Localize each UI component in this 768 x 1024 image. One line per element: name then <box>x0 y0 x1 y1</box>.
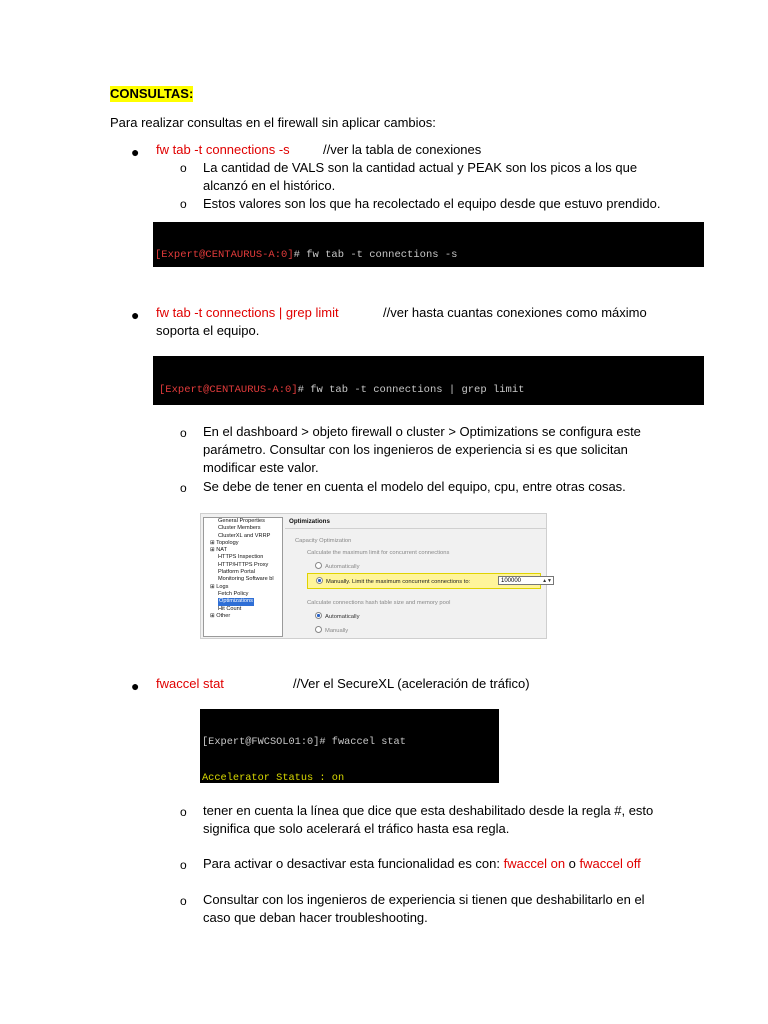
divider <box>285 528 546 529</box>
radio-selected-icon[interactable] <box>315 612 322 619</box>
tree-item-label: HTTPS Inspection <box>218 554 264 561</box>
tree-item-label: Topology <box>216 539 239 546</box>
radio-selected-icon[interactable] <box>316 577 323 584</box>
radio-icon[interactable] <box>315 562 322 569</box>
item2-comment: //ver hasta cuantas conexiones como máximo <box>383 305 647 320</box>
calc2-label: Calculate connections hash table size and memory pool <box>307 600 451 606</box>
tree-item[interactable] <box>204 576 282 583</box>
tree-item-label: Hit Count <box>218 605 242 612</box>
tree-item-label: Other <box>216 612 231 619</box>
section-label: Capacity Optimization <box>295 538 352 544</box>
circle-bullet-icon: o <box>180 197 187 211</box>
option-auto2-label: Automatically <box>325 614 360 620</box>
item3-sub2-or: o <box>565 856 580 871</box>
circle-bullet-icon: o <box>180 858 187 872</box>
item3-command: fwaccel stat <box>156 676 224 691</box>
expand-icon[interactable]: ⊞ <box>210 547 217 554</box>
tree-item[interactable] <box>204 554 282 561</box>
tree-item[interactable] <box>204 598 282 605</box>
tree-item-label: HTTP/HTTPS Proxy <box>218 561 269 568</box>
item2-command: fw tab -t connections | grep limit <box>156 305 339 320</box>
item1-sub1-line1: La cantidad de VALS son la cantidad actual y PEAK son los picos a los que <box>203 160 638 175</box>
accel-status-value: on <box>331 772 345 783</box>
tree-item[interactable] <box>204 547 282 554</box>
optimizations-pane <box>285 514 552 638</box>
tree-item[interactable] <box>204 591 282 598</box>
fwaccel-off-command: fwaccel off <box>579 856 641 871</box>
item3-sub1-line1: tener en cuenta la línea que dice que esta deshabilitado desde la regla #, esto <box>203 803 654 818</box>
item3-comment: //Ver el SecureXL (aceleración de tráfico) <box>293 676 530 691</box>
option-auto-label: Automatically <box>325 564 360 570</box>
item3-sub3-line1: Consultar con los ingenieros de experiencia si tienen que deshabilitarlo en el <box>203 892 645 907</box>
tree-item-label: General Properties <box>218 518 265 524</box>
item2-sub1-line1: En el dashboard > objeto firewall o cluster > Optimizations se configura este <box>203 424 641 439</box>
item1-command: fw tab -t connections -s <box>156 142 290 157</box>
circle-bullet-icon: o <box>180 805 187 819</box>
limit-value: 100000 <box>501 578 522 584</box>
accel-status-label: Accelerator Status <box>202 772 314 783</box>
tree-item[interactable] <box>204 613 282 620</box>
circle-bullet-icon: o <box>180 161 187 175</box>
tree-item-label: Platform Portal <box>218 569 255 576</box>
tree-item[interactable] <box>204 533 282 540</box>
option-manual-label: Manually. Limit the maximum concurrent connections to: <box>326 579 471 585</box>
option-auto[interactable] <box>315 562 359 570</box>
item3-sub3-line2: caso que deban hacer troubleshooting. <box>203 910 428 925</box>
radio-icon[interactable] <box>315 626 322 633</box>
terminal-prompt: [Expert@CENTAURUS-A:0] <box>159 384 298 396</box>
bullet-icon: ● <box>131 144 140 160</box>
terminal-grep-limit <box>153 356 704 405</box>
limit-input[interactable] <box>498 576 554 585</box>
item3-sub2-text: Para activar o desactivar esta funcionalidad es con: <box>203 856 504 871</box>
tree-item[interactable] <box>204 525 282 532</box>
circle-bullet-icon: o <box>180 894 187 908</box>
tree-item-label: Logs <box>216 583 229 590</box>
intro-text: Para realizar consultas en el firewall sin aplicar cambios: <box>110 115 436 130</box>
item2-sub1-line3: modificar este valor. <box>203 460 319 475</box>
circle-bullet-icon: o <box>180 481 187 495</box>
option-auto2[interactable] <box>315 612 359 620</box>
tree-item[interactable] <box>204 540 282 547</box>
tree-item[interactable] <box>204 518 282 525</box>
option-manual[interactable] <box>316 577 470 585</box>
separator: : <box>313 772 332 783</box>
item1-sub2: Estos valores son los que ha recolectado el equipo desde que estuvo prendido. <box>203 196 661 211</box>
tree-item[interactable] <box>204 569 282 576</box>
item1-sub1-line2: alcanzó en el histórico. <box>203 178 336 193</box>
bullet-icon: ● <box>131 307 140 323</box>
fwaccel-on-command: fwaccel on <box>503 856 566 871</box>
pane-title: Optimizations <box>289 518 330 525</box>
option-manual2[interactable] <box>315 626 348 634</box>
item2-sub2: Se debe de tener en cuenta el modelo del equipo, cpu, entre otras cosas. <box>203 479 626 494</box>
tree-item-label: Fetch Policy <box>218 590 249 597</box>
expand-icon[interactable]: ⊞ <box>210 539 217 546</box>
tree-item[interactable] <box>204 584 282 591</box>
terminal-prompt: [Expert@CENTAURUS-A:0] <box>155 249 294 261</box>
item3-sub2 <box>203 855 641 873</box>
bullet-icon: ● <box>131 678 140 694</box>
terminal-command: # fw tab -t connections -s <box>293 249 458 261</box>
tree-item-label: Optimizations <box>219 598 253 605</box>
tree-item-label: NAT <box>216 547 228 554</box>
calc-label: Calculate the maximum limit for concurrent connections <box>307 550 450 556</box>
spinner-icon[interactable]: ▲▼ <box>542 578 552 584</box>
option-manual2-label: Manually <box>325 628 349 634</box>
terminal-tab-connections <box>153 222 704 267</box>
expand-icon[interactable]: ⊞ <box>210 583 217 590</box>
tree-item-label: Cluster Members <box>218 525 261 532</box>
item3-sub1-line2: significa que solo acelerará el tráfico hasta esa regla. <box>203 821 510 836</box>
properties-tree <box>203 517 283 637</box>
terminal-prompt: [Expert@FWCSOL01:0] <box>202 736 320 748</box>
tree-item-label: ClusterXL and VRRP <box>218 532 271 539</box>
terminal-fwaccel-stat <box>200 709 499 783</box>
tree-item[interactable] <box>204 562 282 569</box>
expand-icon[interactable]: ⊞ <box>210 612 217 619</box>
optimizations-screenshot <box>200 513 552 639</box>
circle-bullet-icon: o <box>180 426 187 440</box>
page-heading: CONSULTAS: <box>110 86 194 101</box>
terminal-command: # fwaccel stat <box>319 736 406 748</box>
item1-row <box>156 141 290 159</box>
tree-item[interactable] <box>204 606 282 613</box>
item2-comment2: soporta el equipo. <box>156 323 260 338</box>
item1-comment: //ver la tabla de conexiones <box>323 142 482 157</box>
item2-sub1-line2: parámetro. Consultar con los ingenieros de experiencia si es que solicitan <box>203 442 628 457</box>
tree-item-label: Monitoring Software bl <box>218 576 274 583</box>
manual-limit-highlight <box>307 573 552 589</box>
item2-command-row <box>156 304 339 322</box>
item3-command-row <box>156 675 224 693</box>
terminal-command: # fw tab -t connections | grep limit <box>297 384 525 396</box>
